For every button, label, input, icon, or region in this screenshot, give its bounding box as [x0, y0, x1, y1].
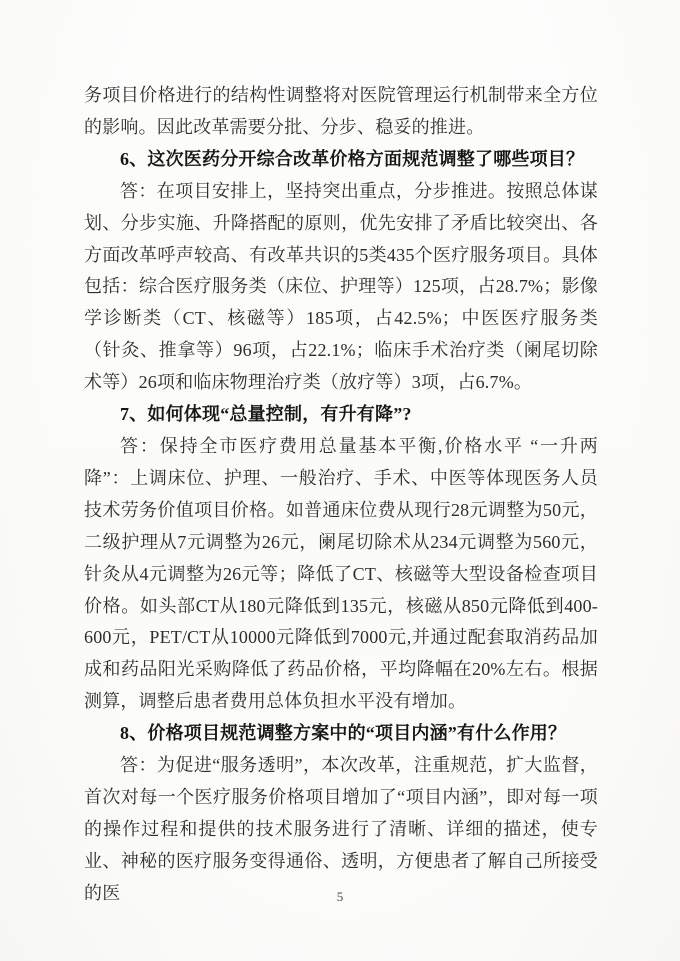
question-8-heading: 8、价格项目规范调整方案中的“项目内涵”有什么作用？: [120, 723, 567, 744]
question-7-heading: 7、如何体现“总量控制，有升有降”?: [120, 404, 412, 425]
document-text-block: [84, 80, 598, 910]
answer-8-paragraph: 答：为促进“服务透明”，本次改革，注重规范，扩大监督，首次对每一个医疗服务价格项目增加了“项目内涵”，即对每一项的操作过程和提供的技术服务进行了清晰、详细的描述，使专业、神秘的医疗服务变得通俗、透明，方便患者了解自己所接受的医: [84, 755, 598, 903]
continuation-paragraph: 务项目价格进行的结构性调整将对医院管理运行机制带来全方位的影响。因此改革需要分批、分步、稳妥的推进。: [84, 85, 598, 137]
answer-6-paragraph: 答：在项目安排上，坚持突出重点，分步推进。按照总体谋划、分步实施、升降搭配的原则，优先安排了矛盾比较突出、各方面改革呼声较高、有改革共识的5类435个医疗服务项目。具体包括：综合医疗服务类（床位、护理等）125项，占28.7%；影像学诊断类（CT、核磁等）185项，占42.5%；中医医疗服务类（针灸、推拿等）96项，占22.1%；临床手术治疗类（阑尾切除术等）26项和临床物理治疗类（放疗等）3项，占6.7%。: [84, 180, 598, 393]
question-6-heading: 6、这次医药分开综合改革价格方面规范调整了哪些项目？: [120, 148, 585, 169]
answer-7-paragraph: 答：保持全市医疗费用总量基本平衡,价格水平 “一升两降”：上调床位、护理、一般治疗、手术、中医等体现医务人员技术劳务价值项目价格。如普通床位费从现行28元调整为50元，二级护理从7元调整为26元，阑尾切除术从234元调整为560元，针灸从4元调整为26元等；降低了CT、核磁等大型设备检查项目价格。如头部CT从180元降低到135元，核磁从850元降低到400-600元，PET/CT从10000元降低到7000元,并通过配套取消药品加成和药品阳光采购降低了药品价格，平均降幅在20%左右。根据测算，调整后患者费用总体负担水平没有增加。: [84, 435, 598, 712]
page-number: 5: [336, 889, 344, 904]
